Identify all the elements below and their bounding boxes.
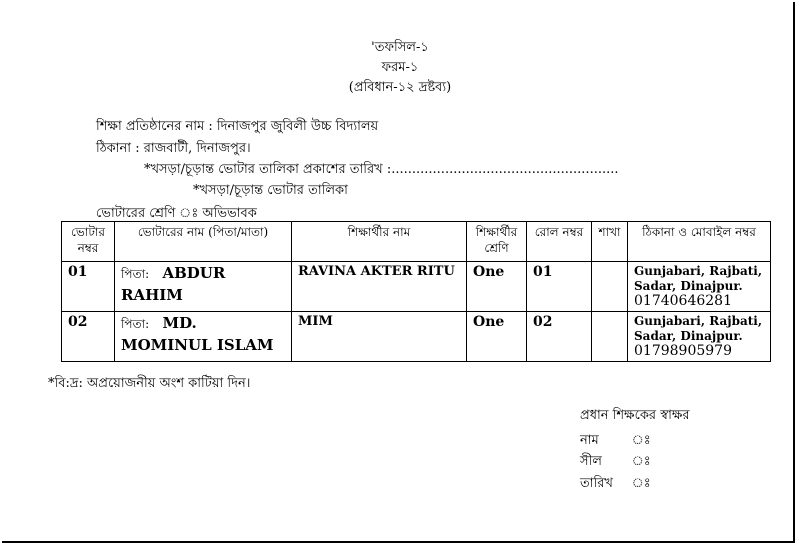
name-label: নাম [580, 433, 599, 448]
publish-date-line: *খসড়া/চূড়ান্ত ভোটার তালিকা প্রকাশের তারিখ :....................................................... [144, 162, 619, 177]
table-row [62, 262, 771, 312]
mobile-number: 01798905979 [634, 343, 732, 359]
date-label: তারিখ [580, 476, 613, 491]
institution-name: শিক্ষা প্রতিষ্ঠানের নাম : দিনাজপুর জুবিলী উচ্চ বিদ্যালয় [96, 119, 379, 134]
institution-address: ঠিকানা : রাজবাটী, দিনাজপুর। [96, 141, 251, 156]
relation-label: পিতা: [121, 267, 150, 281]
voter-name-cell [115, 312, 292, 362]
seal-label: সীল [580, 454, 602, 469]
col-student-class: শিক্ষার্থীর শ্রেণি [467, 222, 527, 262]
table-header-row [62, 222, 771, 262]
col-section: শাখা [592, 222, 628, 262]
col-voter-number: ভোটার নম্বর [62, 222, 115, 262]
regulation-reference: (প্রবিধান-১২ দ্রষ্টব্য) [348, 80, 452, 95]
voter-name-first: ABDUR [162, 264, 226, 282]
voter-name-second: MOMINUL ISLAM [121, 336, 274, 354]
section [592, 312, 628, 362]
col-address-mobile: ঠিকানা ও মোবাইল নম্বর [628, 222, 771, 262]
voter-name-second: RAHIM [121, 286, 183, 304]
signature-seal-row [580, 452, 651, 473]
voter-category: ভোটারের শ্রেণি ঃ অভিভাবক [96, 206, 257, 221]
col-student-name: শিক্ষার্থীর নাম [292, 222, 467, 262]
form-number: ফরম-১ [381, 60, 419, 75]
voter-name-first: MD. [162, 314, 197, 332]
student-name: RAVINA AKTER RITU [292, 262, 467, 312]
student-name: MIM [292, 312, 467, 362]
student-class: One [467, 262, 527, 312]
signature-name-row [580, 431, 651, 452]
address: Gunjabari, Rajbati, Sadar, Dinajpur. [634, 264, 763, 293]
student-class: One [467, 312, 527, 362]
section [592, 262, 628, 312]
col-roll-number: রোল নম্বর [527, 222, 592, 262]
signature-date-row [580, 474, 651, 495]
schedule-title: 'তফসিল-১ [371, 40, 429, 55]
address: Gunjabari, Rajbati, Sadar, Dinajpur. [634, 314, 763, 343]
signature-title: প্রধান শিক্ষকের স্বাক্ষর [580, 408, 690, 423]
voter-number: 01 [62, 262, 115, 312]
voter-table [61, 221, 771, 362]
list-title: *খসড়া/চূড়ান্ত ভোটার তালিকা [193, 183, 348, 198]
roll-number: 01 [527, 262, 592, 312]
footnote: *বি:দ্র: অপ্রয়োজনীয় অংশ কাটিয়া দিন। [48, 376, 251, 391]
col-voter-name: ভোটারের নাম (পিতা/মাতা) [115, 222, 292, 262]
relation-label: পিতা: [121, 317, 150, 331]
voter-number: 02 [62, 312, 115, 362]
address-mobile-cell [628, 312, 771, 362]
mobile-number: 01740646281 [634, 293, 732, 309]
table-row [62, 312, 771, 362]
roll-number: 02 [527, 312, 592, 362]
address-mobile-cell [628, 262, 771, 312]
voter-name-cell [115, 262, 292, 312]
